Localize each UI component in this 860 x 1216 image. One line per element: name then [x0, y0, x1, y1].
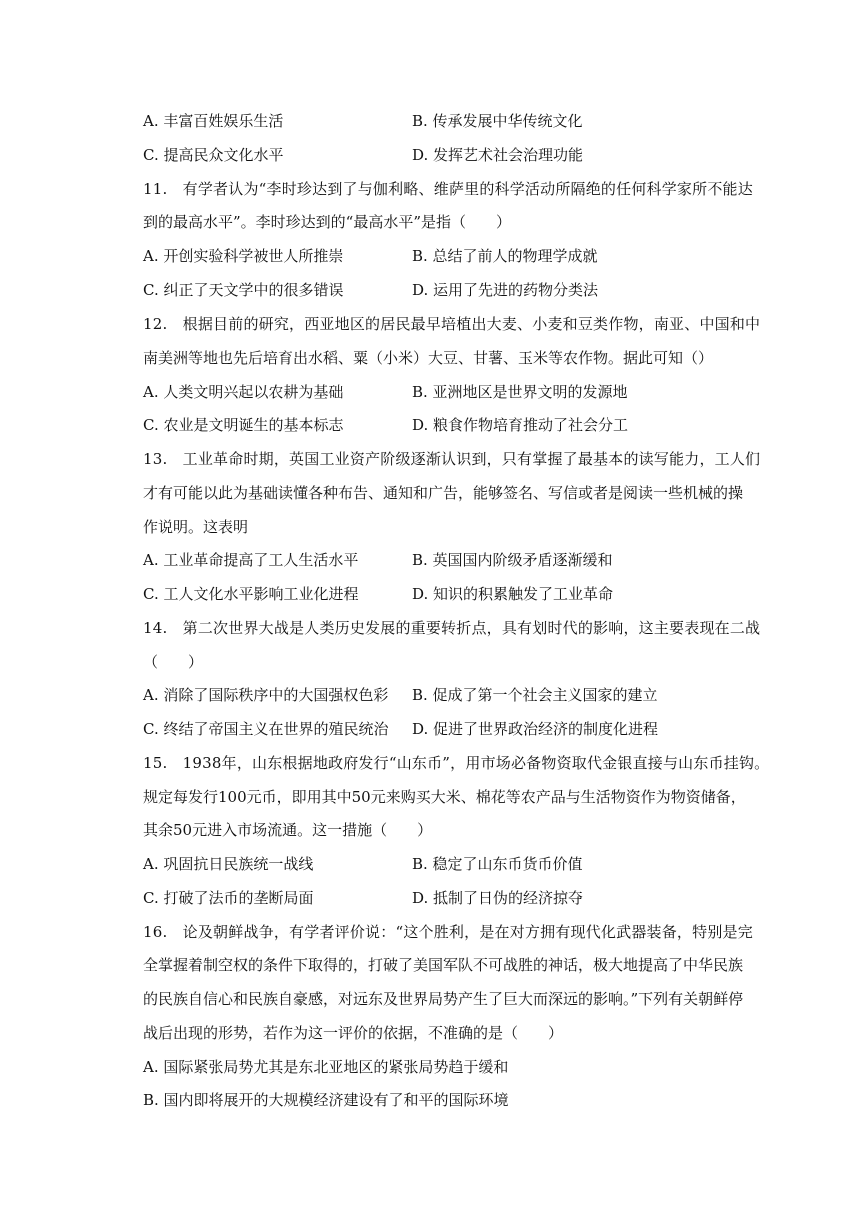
question-11-line: 到的最高水平”。李时珍达到的“最高水平”是指（ ） [143, 213, 512, 231]
option-b: B. 传承发展中华传统文化 [412, 112, 583, 130]
question-15-line: 15. 1938年，山东根据地政府发行“山东币”，用市场必备物资取代金银直接与山东币挂钩。 [143, 754, 770, 772]
option-c: C. 纠正了天文学中的很多错误 [143, 281, 344, 299]
option-c: C. 农业是文明诞生的基本标志 [143, 416, 344, 434]
question-15-line: 其余50元进入市场流通。这一措施（ ） [143, 821, 433, 839]
question-15-line: 规定每发行100元币，即用其中50元来购买大米、棉花等农产品与生活物资作为物资储备， [143, 788, 746, 806]
option-d: D. 运用了先进的药物分类法 [412, 281, 599, 299]
option-a: A. 国际紧张局势尤其是东北亚地区的紧张局势趋于缓和 [143, 1058, 509, 1076]
question-16-line: 16. 论及朝鲜战争，有学者评价说：“这个胜利，是在对方拥有现代化武器装备，特别是完 [143, 923, 753, 941]
question-13-line: 才有可能以此为基础读懂各种布告、通知和广告，能够签名、写信或者是阅读一些机械的操 [143, 484, 744, 502]
option-c: C. 工人文化水平影响工业化进程 [143, 585, 359, 603]
question-11-line: 11. 有学者认为“李时珍达到了与伽利略、维萨里的科学活动所隔绝的任何科学家所不能达 [143, 180, 753, 198]
option-d: D. 促进了世界政治经济的制度化进程 [412, 720, 659, 738]
question-16-line: 的民族自信心和民族自豪感，对远东及世界局势产生了巨大而深远的影响。”下列有关朝鲜停 [143, 990, 744, 1008]
question-16-line: 全掌握着制空权的条件下取得的，打破了美国军队不可战胜的神话，极大地提高了中华民族 [143, 956, 744, 974]
option-d: D. 知识的积累触发了工业革命 [412, 585, 614, 603]
question-16-line: 战后出现的形势，若作为这一评价的依据，不准确的是（ ） [143, 1024, 564, 1042]
option-a: A. 开创实验科学被世人所推崇 [143, 247, 344, 265]
option-a: A. 巩固抗日民族统一战线 [143, 855, 314, 873]
option-c: C. 打破了法币的垄断局面 [143, 889, 314, 907]
question-13-line: 作说明。这表明 [143, 518, 249, 536]
question-14-line: （ ） [143, 653, 204, 671]
option-d: D. 抵制了日伪的经济掠夺 [412, 889, 584, 907]
option-a: A. 丰富百姓娱乐生活 [143, 112, 284, 130]
option-b: B. 亚洲地区是世界文明的发源地 [412, 383, 628, 401]
option-d: D. 粮食作物培育推动了社会分工 [412, 416, 629, 434]
option-b: B. 总结了前人的物理学成就 [412, 247, 598, 265]
option-b: B. 英国国内阶级矛盾逐渐缓和 [412, 551, 613, 569]
option-a: A. 消除了国际秩序中的大国强权色彩 [143, 686, 389, 704]
question-13-line: 13. 工业革命时期，英国工业资产阶级逐渐认识到，只有掌握了最基本的读写能力，工人们 [143, 450, 761, 468]
option-c: C. 终结了帝国主义在世界的殖民统治 [143, 720, 389, 738]
option-a: A. 人类文明兴起以农耕为基础 [143, 383, 344, 401]
option-d: D. 发挥艺术社会治理功能 [412, 146, 584, 164]
option-b: B. 国内即将展开的大规模经济建设有了和平的国际环境 [143, 1091, 509, 1109]
option-c: C. 提高民众文化水平 [143, 146, 284, 164]
question-12-line: 12. 根据目前的研究，西亚地区的居民最早培植出大麦、小麦和豆类作物，南亚、中国和中 [143, 315, 761, 333]
option-b: B. 促成了第一个社会主义国家的建立 [412, 686, 658, 704]
option-b: B. 稳定了山东币货币价值 [412, 855, 583, 873]
option-a: A. 工业革命提高了工人生活水平 [143, 551, 359, 569]
question-14-line: 14. 第二次世界大战是人类历史发展的重要转折点，具有划时代的影响，这主要表现在二战 [143, 619, 761, 637]
question-12-line: 南美洲等地也先后培育出水稻、粟（小米）大豆、甘薯、玉米等农作物。据此可知（） [143, 349, 714, 367]
